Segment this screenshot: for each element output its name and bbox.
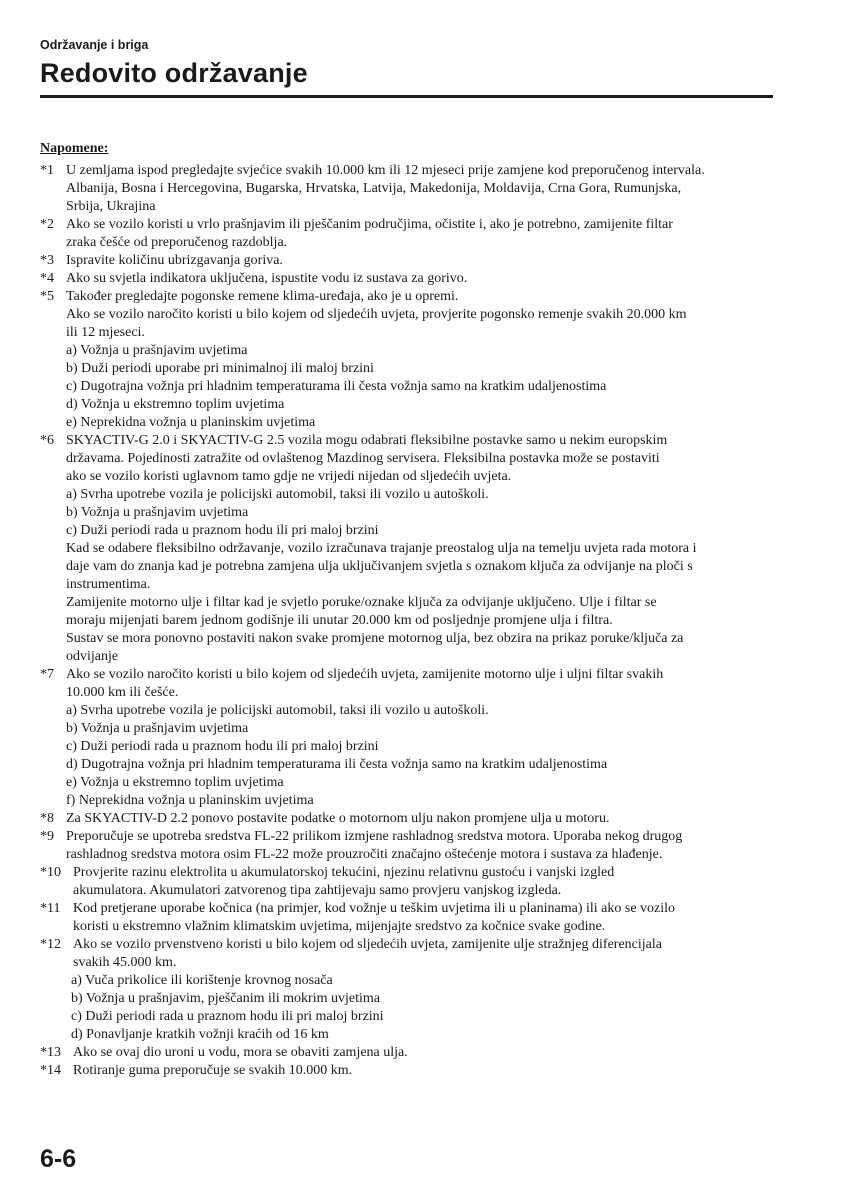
note-text: državama. Pojedinosti zatražite od ovlaštenog Mazdinog servisera. Fleksibilna postavka može se postaviti (66, 451, 660, 466)
note-text: zraka češće od preporučenog razdoblja. (66, 235, 288, 250)
note-line (40, 450, 780, 468)
note-marker: *12 (40, 937, 61, 952)
note-line (40, 702, 780, 720)
note-marker: *5 (40, 289, 54, 304)
note-text: ako se vozilo koristi uglavnom tamo gdje ne vrijedi nijedan od sljedećih uvjeta. (66, 469, 512, 484)
note-line (40, 612, 780, 630)
note-text: instrumentima. (66, 577, 151, 592)
note-line (40, 198, 780, 216)
note-line (40, 882, 780, 900)
note-text: d) Ponavljanje kratkih vožnji kraćih od 16 km (71, 1027, 329, 1042)
note-line (40, 720, 780, 738)
note-line (40, 324, 780, 342)
note-text: 10.000 km ili češće. (66, 685, 179, 700)
note-marker: *3 (40, 253, 54, 268)
note-line (40, 594, 780, 612)
note-line (40, 648, 780, 666)
note-text: Albanija, Bosna i Hercegovina, Bugarska, Hrvatska, Latvija, Makedonija, Moldavija, Crna Gora, Rumunjska, (66, 181, 682, 196)
note-text: b) Vožnja u prašnjavim uvjetima (66, 721, 249, 736)
note-line (40, 1062, 780, 1080)
page-number: 6-6 (40, 1145, 77, 1173)
note-line (40, 972, 780, 990)
note-line (40, 378, 780, 396)
note-line (40, 738, 780, 756)
note-line (40, 396, 780, 414)
note-text: a) Svrha upotrebe vozila je policijski automobil, taksi ili vozilo u autoškoli. (66, 703, 489, 718)
note-marker: *7 (40, 667, 54, 682)
note-marker: *14 (40, 1063, 61, 1078)
notes-section (40, 140, 780, 1080)
note-line (40, 756, 780, 774)
notes-list (40, 162, 780, 1080)
note-text: c) Duži periodi rada u praznom hodu ili pri maloj brzini (66, 523, 379, 538)
note-line (40, 504, 780, 522)
note-text: c) Duži periodi rada u praznom hodu ili pri maloj brzini (71, 1009, 384, 1024)
note-text: Zamijenite motorno ulje i filtar kad je svjetlo poruke/oznake ključa za odvijanje uključeno. Ulje i filtar se (66, 595, 657, 610)
note-text: akumulatora. Akumulatori zatvorenog tipa zahtijevaju samo provjeru vanjskog izgleda. (73, 883, 562, 898)
note-line (40, 522, 780, 540)
section-label: Održavanje i briga (40, 38, 149, 52)
note-text: d) Dugotrajna vožnja pri hladnim temperaturama ili česta vožnja samo na kratkim udaljenostima (66, 757, 608, 772)
note-line (40, 576, 780, 594)
note-text: f) Neprekidna vožnja u planinskim uvjetima (66, 793, 314, 808)
note-line (40, 252, 780, 270)
note-line (40, 918, 780, 936)
note-line (40, 432, 780, 450)
note-line (40, 234, 780, 252)
note-line (40, 414, 780, 432)
note-text: c) Dugotrajna vožnja pri hladnim temperaturama ili česta vožnja samo na kratkim udaljenostima (66, 379, 607, 394)
note-text: U zemljama ispod pregledajte svjećice svakih 10.000 km ili 12 mjeseci prije zamjene kod preporučenog intervala. (66, 163, 705, 178)
note-text: b) Vožnja u prašnjavim, pješčanim ili mokrim uvjetima (71, 991, 380, 1006)
note-text: Sustav se mora ponovno postaviti nakon svake promjene motornog ulja, bez obzira na prikaz poruke/ključa za (66, 631, 684, 646)
note-line (40, 306, 780, 324)
note-text: a) Vožnja u prašnjavim uvjetima (66, 343, 248, 358)
note-text: Ako se vozilo naročito koristi u bilo kojem od sljedećih uvjeta, zamijenite motorno ulje i uljni filtar svakih (66, 667, 664, 682)
note-line (40, 936, 780, 954)
note-line (40, 288, 780, 306)
note-line (40, 810, 780, 828)
note-marker: *9 (40, 829, 54, 844)
note-line (40, 1008, 780, 1026)
note-text: ili 12 mjeseci. (66, 325, 145, 340)
note-text: d) Vožnja u ekstremno toplim uvjetima (66, 397, 285, 412)
note-text: b) Duži periodi uporabe pri minimalnoj ili maloj brzini (66, 361, 374, 376)
note-text: moraju mijenjati barem jednom godišnje ili unutar 20.000 km od posljednje promjene ulja i filtra. (66, 613, 613, 628)
note-text: a) Svrha upotrebe vozila je policijski automobil, taksi ili vozilo u autoškoli. (66, 487, 489, 502)
note-line (40, 558, 780, 576)
note-text: Ispravite količinu ubrizgavanja goriva. (66, 253, 283, 268)
note-text: daje vam do znanja kad je potrebna zamjena ulja uključivanjem svjetla s oznakom ključa za odvijanje na ploči s (66, 559, 693, 574)
note-line (40, 468, 780, 486)
note-text: Srbija, Ukrajina (66, 199, 156, 214)
note-text: Preporučuje se upotreba sredstva FL-22 prilikom izmjene rashladnog sredstva motora. Uporaba nekog drugog (66, 829, 683, 844)
note-text: e) Neprekidna vožnja u planinskim uvjetima (66, 415, 316, 430)
note-line (40, 1044, 780, 1062)
note-line (40, 540, 780, 558)
note-text: Ako se vozilo naročito koristi u bilo kojem od sljedećih uvjeta, provjerite pogonsko remenje svakih 20.000 km (66, 307, 687, 322)
note-line (40, 360, 780, 378)
note-text: Ako su svjetla indikatora uključena, ispustite vodu iz sustava za gorivo. (66, 271, 468, 286)
note-marker: *6 (40, 433, 54, 448)
note-line (40, 792, 780, 810)
note-line (40, 630, 780, 648)
note-marker: *8 (40, 811, 54, 826)
note-text: SKYACTIV-G 2.0 i SKYACTIV-G 2.5 vozila mogu odabrati fleksibilne postavke samo u nekim europskim (66, 433, 668, 448)
note-line (40, 684, 780, 702)
note-text: Ako se vozilo prvenstveno koristi u bilo kojem od sljedećih uvjeta, zamijenite ulje stražnjeg diferencijala (73, 937, 662, 952)
note-text: odvijanje (66, 649, 119, 664)
note-line (40, 216, 780, 234)
note-line (40, 828, 780, 846)
note-text: Rotiranje guma preporučuje se svakih 10.000 km. (73, 1063, 353, 1078)
note-line (40, 1026, 780, 1044)
note-marker: *2 (40, 217, 54, 232)
note-text: Također pregledajte pogonske remene klima-uređaja, ako je u opremi. (66, 289, 459, 304)
note-text: a) Vuča prikolice ili korištenje krovnog nosača (71, 973, 333, 988)
note-text: c) Duži periodi rada u praznom hodu ili pri maloj brzini (66, 739, 379, 754)
note-text: Provjerite razinu elektrolita u akumulatorskoj tekućini, njezinu relativnu gustoću i vanjski izgled (73, 865, 615, 880)
note-line (40, 774, 780, 792)
note-line (40, 990, 780, 1008)
note-marker: *13 (40, 1045, 61, 1060)
note-line (40, 900, 780, 918)
note-marker: *1 (40, 163, 54, 178)
note-marker: *4 (40, 271, 54, 286)
note-marker: *10 (40, 865, 61, 880)
note-text: Ako se ovaj dio uroni u vodu, mora se obaviti zamjena ulja. (73, 1045, 408, 1060)
note-text: rashladnog sredstva motora osim FL-22 može prouzročiti značajno oštećenje motora i sustava za hlađenje. (66, 847, 663, 862)
note-text: svakih 45.000 km. (73, 955, 177, 970)
note-text: Za SKYACTIV-D 2.2 ponovo postavite podatke o motornom ulju nakon promjene ulja u motoru. (66, 811, 610, 826)
note-text: Kod pretjerane uporabe kočnica (na primjer, kod vožnje u teškim uvjetima ili u planinama) ili ako se vozilo (73, 901, 676, 916)
note-line (40, 864, 780, 882)
note-text: Kad se odabere fleksibilno održavanje, vozilo izračunava trajanje preostalog ulja na temelju uvjeta rada motora i (66, 541, 697, 556)
note-line (40, 342, 780, 360)
note-line (40, 954, 780, 972)
note-text: koristi u ekstremno vlažnim klimatskim uvjetima, mijenjajte sredstvo za kočnice svake godine. (73, 919, 606, 934)
note-text: e) Vožnja u ekstremno toplim uvjetima (66, 775, 284, 790)
note-line (40, 486, 780, 504)
note-text: b) Vožnja u prašnjavim uvjetima (66, 505, 249, 520)
note-line (40, 666, 780, 684)
page-title: Redovito održavanje (40, 58, 308, 88)
note-text: Ako se vozilo koristi u vrlo prašnjavim ili pješčanim područjima, očistite i, ako je potrebno, zamijenite filtar (66, 217, 673, 232)
note-line (40, 162, 780, 180)
title-divider (40, 95, 773, 98)
note-line (40, 846, 780, 864)
note-line (40, 180, 780, 198)
note-line (40, 270, 780, 288)
notes-heading: Napomene: (40, 141, 109, 156)
note-marker: *11 (40, 901, 61, 916)
